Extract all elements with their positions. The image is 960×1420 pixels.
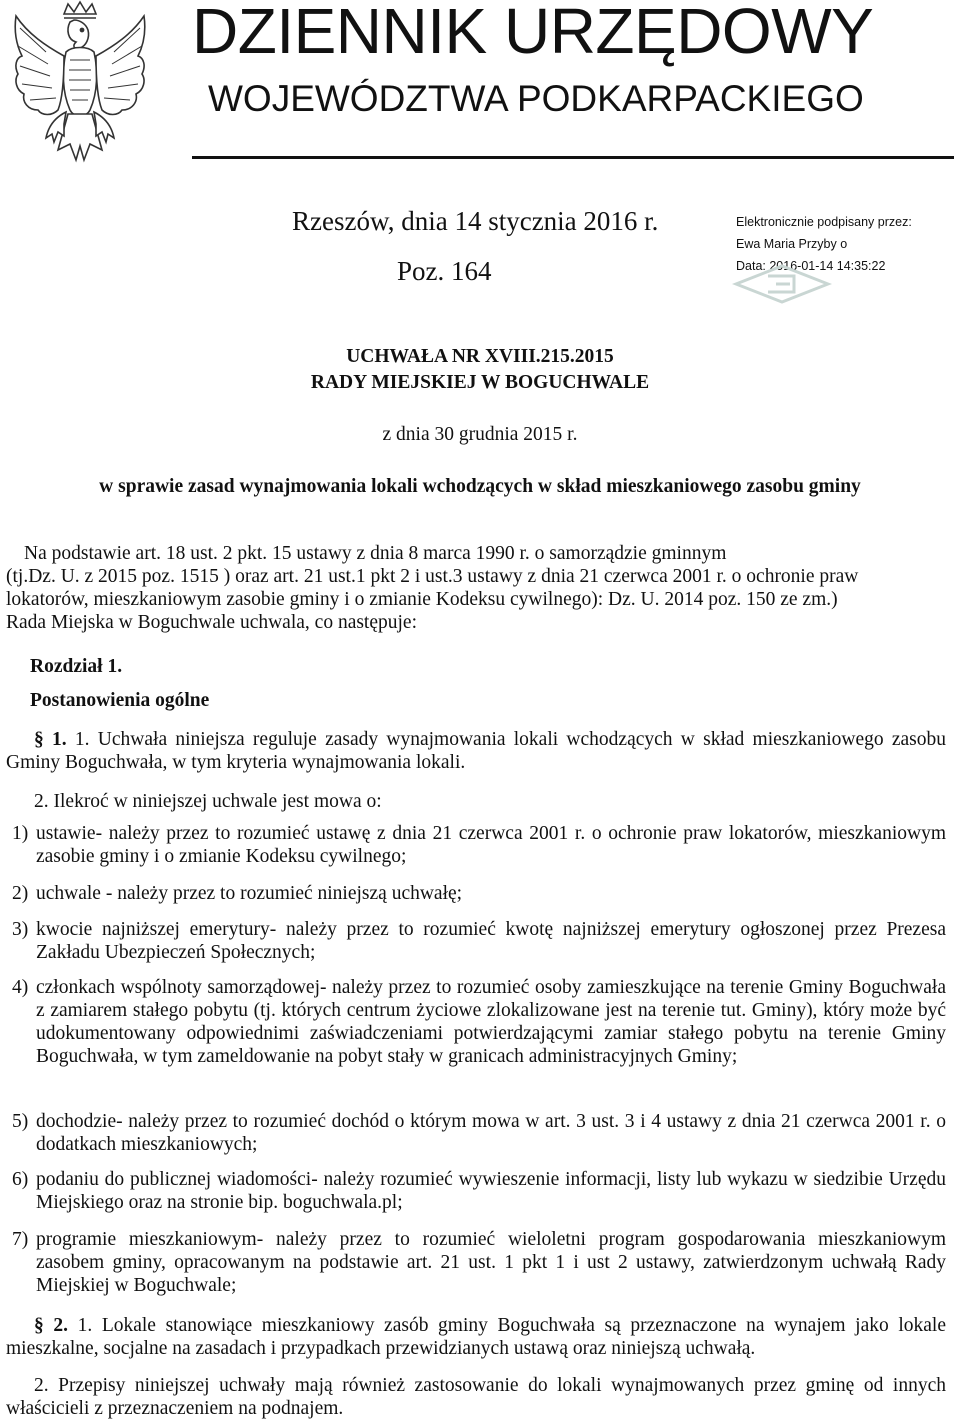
definition-text: ustawie- należy przez to rozumieć ustawę z dnia 21 czerwca 2001 r. o ochronie praw lokatorów, mieszkaniowym zasobie gminy i o zmianie Kodeksu cywilnego;	[36, 823, 946, 867]
definition-item	[12, 1168, 946, 1214]
definition-text: uchwale - należy przez to rozumieć niniejszą uchwałę;	[36, 883, 463, 904]
section-mark: § 1.	[34, 729, 67, 750]
definition-number: 7)	[12, 1229, 29, 1250]
section-2-paragraph-2	[6, 1374, 946, 1420]
definition-number: 3)	[12, 919, 29, 940]
resolution-subject: w sprawie zasad wynajmowania lokali wchodzących w skład mieszkaniowego zasobu gminy	[99, 476, 861, 497]
signature-date: Data: 2016-01-14 14:35:22	[736, 259, 886, 273]
paragraph-number: 1.	[74, 729, 90, 750]
chapter-name: Postanowienia ogólne	[30, 690, 210, 711]
position-number: Poz. 164	[397, 256, 492, 286]
gazette-subtitle: WOJEWÓDZTWA PODKARPACKIEGO	[208, 78, 864, 119]
preamble	[6, 542, 946, 634]
definition-number: 6)	[12, 1169, 29, 1190]
definition-item	[12, 882, 946, 905]
resolution-date: z dnia 30 grudnia 2015 r.	[382, 424, 578, 445]
definition-number: 5)	[12, 1111, 29, 1132]
definition-text: programie mieszkaniowym- należy przez to rozumieć wieloletni program gospodarowania mieszkaniowym zasobem gminy, opracowanym na podstawie art. 21 ust. 1 pkt 1 i ust 2 ustawy, zatwierdzonym uchwałą Rady Miejskiej w Boguchwale;	[36, 1229, 946, 1296]
definition-number: 2)	[12, 883, 29, 904]
paragraph-text: Lokale stanowiące mieszkaniowy zasób gminy Boguchwała są przeznaczone na wynajem jako lokale mieszkalne, socjalne na zasadach i przypadkach przewidzianych ustawą oraz niniejszą uchwałą.	[6, 1315, 947, 1359]
gazette-title: DZIENNIK URZĘDOWY	[192, 0, 874, 67]
definition-text: kwocie najniższej emerytury- należy przez to rozumieć kwotę najniższej emerytury ogłoszonej przez Prezesa Zakładu Ubezpieczeń Społecznych;	[36, 919, 946, 963]
section-mark: § 2.	[34, 1315, 68, 1336]
definition-item	[12, 822, 946, 868]
preamble-line: lokatorów, mieszkaniowym zasobie gminy i o zmianie Kodeksu cywilnego): Dz. U. 2014 poz. 150 ze zm.)	[6, 589, 838, 610]
definition-text: dochodzie- należy przez to rozumieć dochód o którym mowa w art. 3 ust. 3 i 4 ustawy z dnia 21 czerwca 2001 r. o dodatkach mieszkaniowych;	[36, 1111, 946, 1155]
paragraph-text: 2. Przepisy niniejszej uchwały mają również zastosowanie do lokali wynajmowanych przez gminę od innych właścicieli z przeznaczeniem na podnajem.	[6, 1375, 946, 1419]
paragraph-text: Uchwała niniejsza reguluje zasady wynajmowania lokali wchodzących w skład mieszkaniowego zasobu Gminy Boguchwała, w tym kryteria wynajmowania lokali.	[6, 729, 947, 773]
preamble-line: Rada Miejska w Boguchwale uchwala, co następuje:	[6, 612, 417, 633]
preamble-line: (tj.Dz. U. z 2015 poz. 1515 ) oraz art. 21 ust.1 pkt 2 i ust.3 ustawy z dnia 21 czerwca 2001 r. o ochronie praw	[6, 566, 859, 587]
chapter-label: Rozdział 1.	[30, 656, 123, 677]
definition-number: 1)	[12, 823, 29, 844]
preamble-line: Na podstawie art. 18 ust. 2 pkt. 15 ustawy z dnia 8 marca 1990 r. o samorządzie gminnym	[24, 543, 727, 564]
section-1-paragraph-1	[6, 728, 946, 774]
section-2-paragraph-1	[6, 1314, 946, 1360]
section-1-paragraph-2: 2. Ilekroć w niniejszej uchwale jest mowa o:	[34, 791, 382, 812]
paragraph-number: 1.	[77, 1315, 93, 1336]
header-divider	[192, 156, 954, 159]
place-and-date: Rzeszów, dnia 14 stycznia 2016 r.	[292, 206, 659, 236]
white-eagle-emblem-icon	[6, 0, 154, 182]
definition-item	[12, 1110, 946, 1156]
definition-text: członkach wspólnoty samorządowej- należy przez to rozumieć osoby zamieszkujące na terenie Gminy Boguchwała z zamiarem stałego pobytu (tj. których centrum życiowe zlokalizowane jest na terenie tut. Gminy), który może być udokumentowany odpowiednimi zaświadczeniami potwierdzającymi zamiar stałego pobytu na terenie Gminy Boguchwała, w tym zameldowanie na pobyt stały w granicach administracyjnych Gminy;	[36, 977, 946, 1067]
definition-item	[12, 976, 946, 1068]
signature-verification-logo-icon	[732, 262, 832, 306]
definition-text: podaniu do publicznej wiadomości- należy rozumieć wywieszenie informacji, listy lub wykazu w siedzibie Urzędu Miejskiego oraz na stronie bip. boguchwala.pl;	[36, 1169, 946, 1213]
definition-item	[12, 918, 946, 964]
resolution-council: RADY MIEJSKIEJ W BOGUCHWALE	[310, 372, 650, 393]
resolution-number: UCHWAŁA NR XVIII.215.2015	[346, 346, 614, 367]
signature-signer: Ewa Maria Przyby o	[736, 237, 848, 251]
definition-number: 4)	[12, 977, 29, 998]
signature-label: Elektronicznie podpisany przez:	[736, 215, 912, 229]
definition-item	[12, 1228, 946, 1297]
